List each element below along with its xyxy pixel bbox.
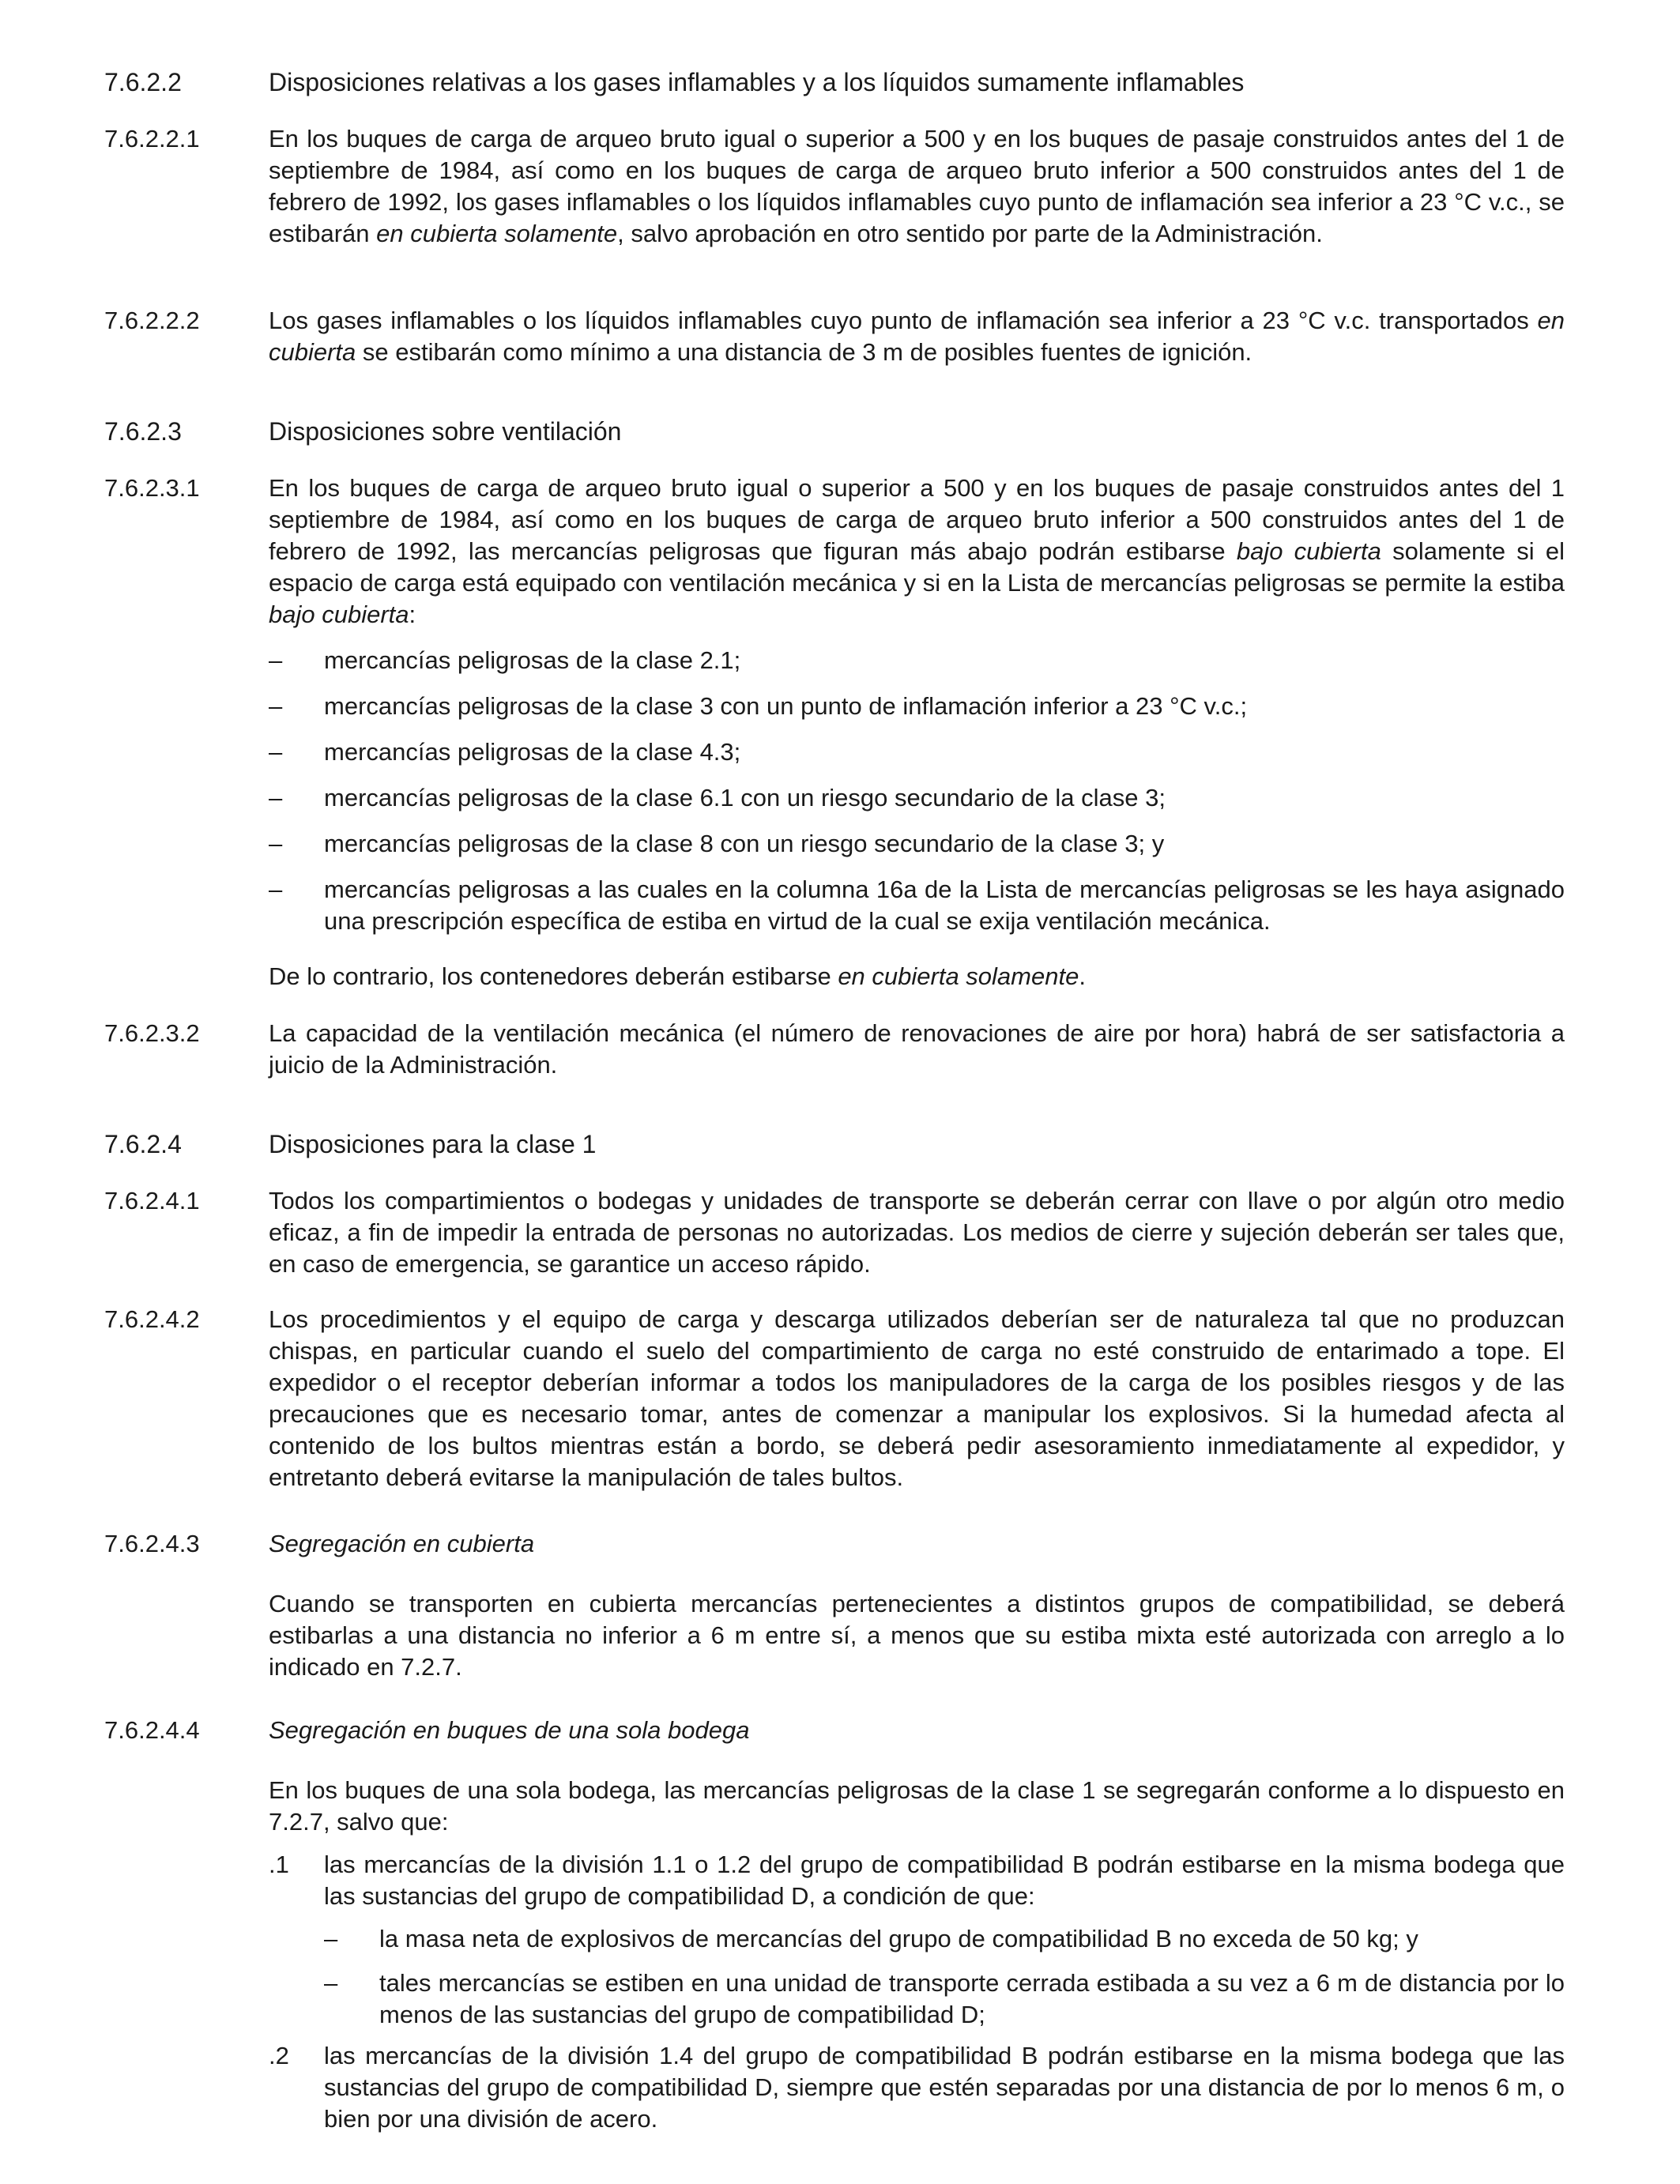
text-run: solamente si el espacio de carga está equipado con ventilación mecánica y si en la Lista de mercancías peligrosas se permite la estiba (269, 537, 1565, 597)
dash-marker: – (324, 1969, 338, 1997)
text-run: se estibarán como mínimo a una distancia de 3 m de posibles fuentes de ignición. (356, 338, 1252, 366)
list-item (269, 782, 1565, 814)
paragraph-text: En los buques de una sola bodega, las mercancías peligrosas de la clase 1 se segregarán conforme a lo dispuesto en 7.2.7, salvo que: (269, 1776, 1565, 1836)
list-item (324, 1967, 1565, 2031)
paragraph-number: 7.6.2.4.4 (104, 1716, 200, 1744)
paragraph-text: Cuando se transporten en cubierta mercancías pertenecientes a distintos grupos de compatibilidad, se deberá estibarlas a una distancia no inferior a 6 m entre sí, a menos que su estiba mixta esté autorizada con arreglo a lo indicado en 7.2.7. (269, 1590, 1565, 1681)
bullet-list (104, 828, 1565, 860)
paragraph-7-6-2-4-3-body (104, 1588, 1565, 1683)
list-item (269, 691, 1565, 722)
dash-marker: – (269, 692, 283, 720)
list-item-text: mercancías peligrosas de la clase 8 con un riesgo secundario de la clase 3; y (324, 830, 1165, 857)
paragraph-heading (269, 1715, 1565, 1746)
paragraph-text (269, 961, 1565, 992)
paragraph-number: 7.6.2.4.3 (104, 1530, 200, 1557)
paragraph-7-6-2-2-2 (104, 305, 1565, 368)
text-run: Los gases inflamables o los líquidos inflamables cuyo punto de inflamación sea inferior a 23 °C v.c. transportados (269, 307, 1538, 334)
section-number: 7.6.2.2 (104, 68, 182, 96)
list-item (269, 874, 1565, 937)
sub-bullet-list (104, 1923, 1565, 1955)
numbered-item-2 (104, 2040, 1565, 2135)
italic-run: en cubierta solamente (838, 962, 1079, 990)
sub-bullet-list (104, 1967, 1565, 2031)
paragraph-number: 7.6.2.3.1 (104, 474, 200, 502)
italic-heading: Segregación en cubierta (269, 1530, 535, 1557)
list-item (269, 2040, 1565, 2135)
paragraph-7-6-2-4-3 (104, 1528, 1565, 1560)
dash-marker: – (269, 646, 283, 674)
paragraph-7-6-2-2-1 (104, 123, 1565, 250)
list-item-text: tales mercancías se estiben en una unidad de transporte cerrada estibada a su vez a 6 m de distancia por lo menos de las sustancias del grupo de compatibilidad D; (379, 1969, 1565, 2028)
text-run: En los buques de carga de arqueo bruto igual o superior a 500 y en los buques de pasaje construidos antes del 1 de septiembre de 1984, así como en los buques de carga de arqueo bruto inferior a 500 construidos antes del 1 de febrero de 1992, los gases inflamables o los líquidos inflamables cuyo punto de inflamación sea inferior a 23 °C v.c., se estibarán (269, 125, 1565, 247)
paragraph-number: 7.6.2.2.1 (104, 125, 200, 153)
paragraph-number: 7.6.2.3.2 (104, 1019, 200, 1047)
list-item (269, 1849, 1565, 1912)
dash-marker: – (269, 738, 283, 766)
bullet-list (104, 736, 1565, 768)
list-item-text: la masa neta de explosivos de mercancías del grupo de compatibilidad B no exceda de 50 kg; y (379, 1925, 1418, 1952)
paragraph-text (269, 305, 1565, 368)
paragraph-number: 7.6.2.2.2 (104, 307, 200, 334)
paragraph-text: Todos los compartimientos o bodegas y unidades de transporte se deberán cerrar con llave o por algún otro medio eficaz, a fin de impedir la entrada de personas no autorizadas. Los medios de cierre y sujeción deberán ser tales que, en caso de emergencia, se garantice un acceso rápido. (269, 1187, 1565, 1278)
list-item-text: mercancías peligrosas de la clase 6.1 con un riesgo secundario de la clase 3; (324, 784, 1166, 811)
numbered-item-1 (104, 1849, 1565, 1912)
dash-marker: – (269, 875, 283, 903)
list-item (269, 828, 1565, 860)
item-marker: .2 (269, 2042, 289, 2069)
paragraph-continuation (104, 961, 1565, 992)
section-7-6-2-3 (104, 416, 1565, 447)
list-item (269, 736, 1565, 768)
paragraph-text: La capacidad de la ventilación mecánica (el número de renovaciones de aire por hora) habrá de ser satisfactoria a juicio de la Administración. (269, 1019, 1565, 1079)
italic-heading: Segregación en buques de una sola bodega (269, 1716, 750, 1744)
bullet-list (104, 874, 1565, 937)
list-item (269, 645, 1565, 676)
italic-run: en cubierta solamente (376, 220, 618, 247)
section-7-6-2-2 (104, 66, 1565, 98)
dash-marker: – (269, 784, 283, 811)
text-run: : (409, 601, 416, 628)
list-item-text: las mercancías de la división 1.1 o 1.2 del grupo de compatibilidad B podrán estibarse en la misma bodega que las sustancias del grupo de compatibilidad D, a condición de que: (324, 1851, 1565, 1910)
dash-marker: – (324, 1925, 338, 1952)
section-7-6-2-4 (104, 1128, 1565, 1160)
list-item-text: mercancías peligrosas de la clase 4.3; (324, 738, 741, 766)
paragraph-text (269, 473, 1565, 631)
list-item-text: mercancías peligrosas a las cuales en la columna 16a de la Lista de mercancías peligrosas se les haya asignado una prescripción específica de estiba en virtud de la cual se exija ventilación mecánica. (324, 875, 1565, 935)
dash-marker: – (269, 830, 283, 857)
list-item-text: mercancías peligrosas de la clase 3 con un punto de inflamación inferior a 23 °C v.c.; (324, 692, 1248, 720)
text-run: . (1079, 962, 1086, 990)
paragraph-heading (269, 1528, 1565, 1560)
italic-run: en cubierta (269, 307, 1565, 366)
paragraph-number: 7.6.2.4.1 (104, 1187, 200, 1214)
bullet-list (104, 645, 1565, 676)
section-number: 7.6.2.4 (104, 1130, 182, 1158)
italic-run: bajo cubierta (269, 601, 409, 628)
paragraph-7-6-2-4-4 (104, 1715, 1565, 1746)
text-run: De lo contrario, los contenedores deberán estibarse (269, 962, 838, 990)
paragraph-text (269, 123, 1565, 250)
italic-run: bajo cubierta (1236, 537, 1381, 565)
bullet-list (104, 782, 1565, 814)
paragraph-text: Los procedimientos y el equipo de carga y descarga utilizados deberían ser de naturaleza tal que no produzcan chispas, en particular cuando el suelo del compartimiento de carga no esté construido de entarimado a tope. El expedidor o el receptor deberían informar a todos los manipuladores de la carga de los posibles riesgos y de las precauciones que es necesario tomar, antes de comenzar a manipular los explosivos. Si la humedad afecta al contenido de los bultos mientras están a bordo, se deberá pedir asesoramiento inmediatamente al expedidor, y entretanto deberá evitarse la manipulación de tales bultos. (269, 1305, 1565, 1491)
list-item-text: las mercancías de la división 1.4 del grupo de compatibilidad B podrán estibarse en la misma bodega que las sustancias del grupo de compatibilidad D, siempre que estén separadas por una distancia de por lo menos 6 m, o bien por una división de acero. (324, 2042, 1565, 2133)
list-item-text: mercancías peligrosas de la clase 2.1; (324, 646, 741, 674)
item-marker: .1 (269, 1851, 289, 1878)
bullet-list (104, 691, 1565, 722)
paragraph-7-6-2-4-4-body (104, 1775, 1565, 1838)
paragraph-7-6-2-4-1 (104, 1185, 1565, 1280)
paragraph-7-6-2-4-2 (104, 1304, 1565, 1493)
section-number: 7.6.2.3 (104, 417, 182, 446)
paragraph-7-6-2-3-1 (104, 473, 1565, 631)
text-run: En los buques de carga de arqueo bruto igual o superior a 500 y en los buques de pasaje construidos antes del 1 septiembre de 1984, así como en los buques de carga de arqueo bruto inferior a 500 construidos antes del 1 de febrero de 1992, las mercancías peligrosas que figuran más abajo podrán estibarse (269, 474, 1565, 565)
list-item (324, 1923, 1565, 1955)
text-run: , salvo aprobación en otro sentido por parte de la Administración. (617, 220, 1323, 247)
paragraph-number: 7.6.2.4.2 (104, 1305, 200, 1333)
section-title: Disposiciones para la clase 1 (269, 1130, 597, 1158)
section-title: Disposiciones sobre ventilación (269, 417, 622, 446)
section-title: Disposiciones relativas a los gases inflamables y a los líquidos sumamente inflamables (269, 68, 1245, 96)
paragraph-7-6-2-3-2 (104, 1018, 1565, 1081)
